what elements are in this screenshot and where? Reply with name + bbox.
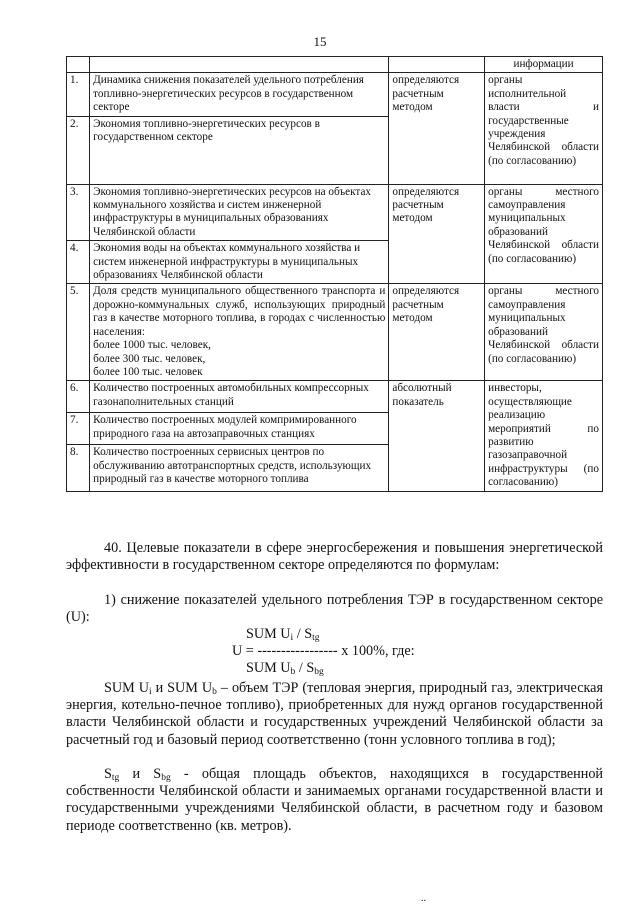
row-name: Количество построенных модулей компримированного природного газа на автозаправочных станциях: [90, 413, 389, 445]
row-name: Экономия воды на объектах коммунального хозяйства и систем инженерной инфраструктуры в муниципальных образованиях Челябинской области: [90, 241, 389, 284]
row-number: 2.: [67, 116, 90, 184]
formula-main-line: U = ----------------- x 100%, где:: [232, 643, 415, 659]
row-name: Количество построенных автомобильных компрессорных газонаполнительных станций: [90, 381, 389, 413]
source-cell: инвесторы, осуществляющие реализацию мероприятий по развитию газозаправочной инфраструктуры (по согласованию): [485, 381, 603, 491]
definition-s: $S_{tg}$ и $S_{bg}$ - общая площадь объектов, находящихся в государственной собственности Челябинской области и занимаемых органами государственной власти и государственными учреждениями Челябинской области, в расчетном году и базовом периоде соответственно (кв. метров).: [66, 766, 604, 834]
population-item: более 100 тыс. человек: [93, 365, 203, 378]
population-item: более 300 тыс. человек,: [93, 352, 206, 365]
method-cell: определяются расчетным методом: [389, 73, 485, 184]
formula-numerator: SUM $U_i / S_{tg}$: [246, 626, 320, 643]
row-number: 7.: [67, 413, 90, 445]
row-number: 5.: [67, 284, 90, 381]
row-number: 4.: [67, 241, 90, 284]
table-row: [67, 381, 603, 413]
bottom-mark: ..: [421, 893, 426, 904]
row-name: Экономия топливно-энергетических ресурсов в государственном секторе: [90, 116, 389, 184]
source-cell: органы местного самоуправления муниципальных образований Челябинской области (по согласованию): [485, 284, 603, 381]
table-row: [67, 73, 603, 116]
formula-denominator: SUM $U_b / S_{bg}$: [246, 660, 324, 677]
method-cell: определяются расчетным методом: [389, 284, 485, 381]
row-name: Количество построенных сервисных центров по обслуживанию автотранспортных средств, использующих природный газ в качестве моторного топлива: [90, 445, 389, 491]
row-name: Доля средств муниципального общественного транспорта и дорожно-коммунальных служб, использующих природный газ в качестве моторного топлива, в городах с численностью населения:: [93, 285, 386, 338]
method-cell: определяются расчетным методом: [389, 184, 485, 284]
row-number: 6.: [67, 381, 90, 413]
row-number: 1.: [67, 73, 90, 116]
population-item: более 1000 тыс. человек,: [93, 339, 211, 352]
header-source-cell: информации: [485, 57, 603, 73]
method-cell: абсолютный показатель: [389, 381, 485, 491]
paragraph-1: 1) снижение показателей удельного потребления ТЭР в государственном секторе (U):: [66, 592, 603, 626]
row-number: 8.: [67, 445, 90, 491]
table-header-row: [67, 57, 603, 73]
row-number: 3.: [67, 184, 90, 241]
source-cell: органы местного самоуправления муниципальных образований Челябинской области (по согласованию): [485, 184, 603, 284]
source-cell: органы исполнительной власти и государственные учреждения Челябинской области (по согласованию): [485, 73, 603, 184]
table-row: [67, 284, 603, 381]
page-number: 15: [313, 34, 327, 49]
paragraph-40: 40. Целевые показатели в сфере энергосбережения и повышения энергетической эффективности в государственном секторе определяются по формулам:: [66, 540, 603, 574]
definition-u: SUM $U_i$ и SUM $U_b$ – объем ТЭР (тепловая энергия, природный газ, электрическая энергия, котельно-печное топливо), приобретенных для нужд органов государственной власти Челябинской области и государственных учреждений Челябинской области за расчетный год и базовый период соответственно (тонн условного топлива в год);: [66, 680, 604, 748]
row-name-cell: [90, 284, 389, 381]
indicators-table: [66, 56, 603, 492]
row-name: Экономия топливно-энергетических ресурсов на объектах коммунального хозяйства и систем инженерной инфраструктуры в муниципальных образованиях Челябинской области: [90, 184, 389, 241]
table-row: [67, 184, 603, 241]
row-name: Динамика снижения показателей удельного потребления топливно-энергетических ресурсов в государственном секторе: [90, 73, 389, 116]
